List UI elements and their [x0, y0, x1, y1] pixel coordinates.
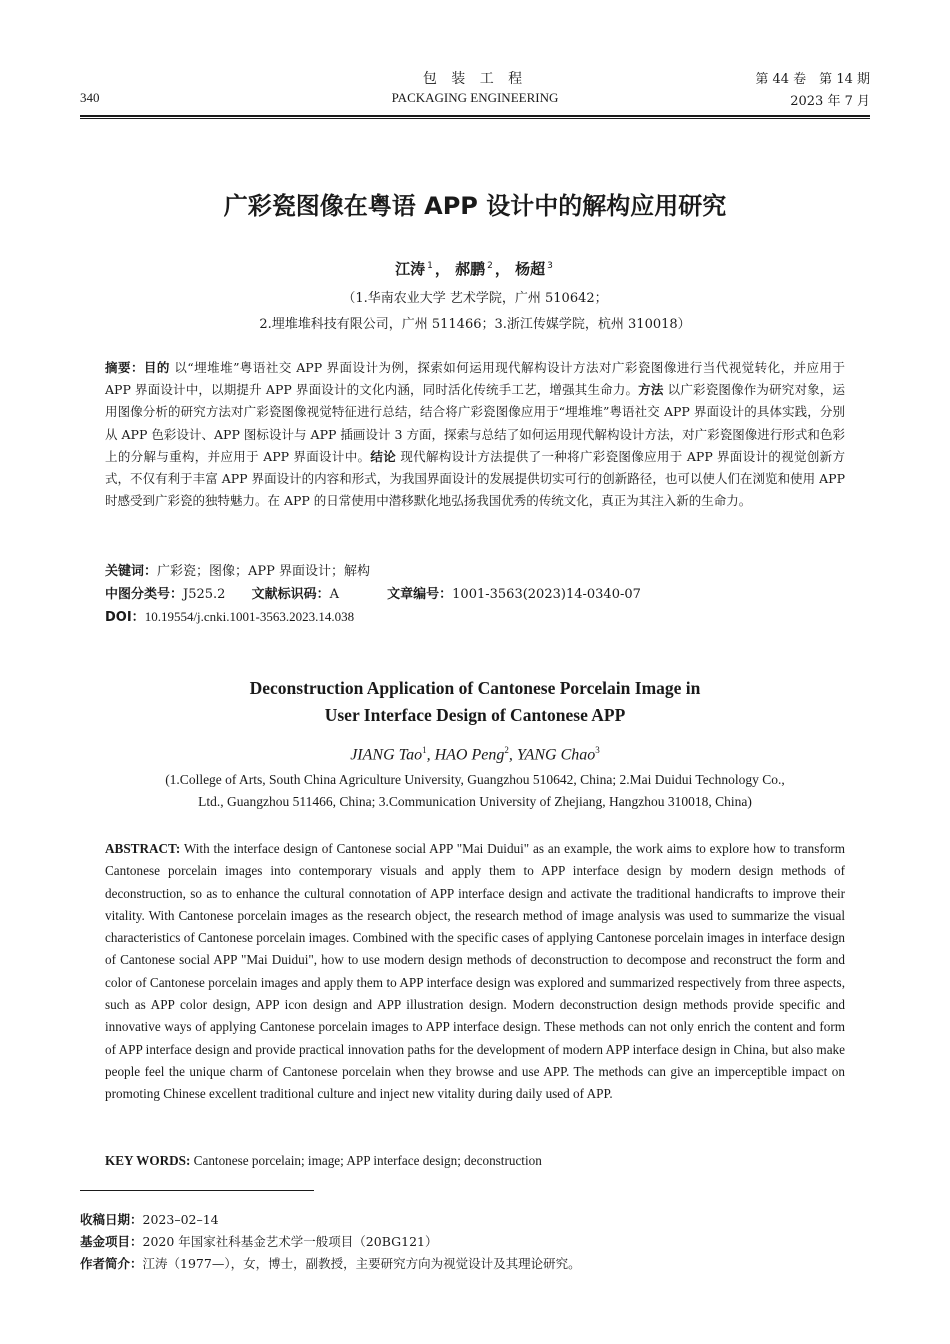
author-list-en: [0, 745, 950, 764]
header-rule: [80, 115, 870, 117]
purpose-label: 目的: [143, 360, 170, 375]
method-text: 以广彩瓷图像作为研究对象，运用图像分析的研究方法对广彩瓷图像视觉特征进行总结，结合将广彩瓷图像应用于“埋堆堆”粤语社交 APP 界面设计的具体实践，分别从 APP 色彩设计、APP 图标设计与 APP 插画设计 3 方面，探索与总结了如何运用现代解构设计方法，对广彩瓷图像进行形式和色彩上的分解与重构，并应用于 APP 界面设计中。: [105, 382, 845, 464]
abstract-text-en: With the interface design of Cantonese social APP "Mai Duidui" as an example, the work aims to explore how to transform Cantonese porcelain images into contemporary visuals and apply them to APP interface design by modern design methods of deconstruction, so as to enhance the cultural connotation of APP interface design and activate the traditional handicrafts to improve their vitality. With Cantonese porcelain images as the research object, the research method of image analysis was used to summarize the visual characteristics of Cantonese porcelain images. Combined with the specific cases of applying Cantonese porcelain images in interface design of Cantonese social APP "Mai Duidui", how to use modern design methods of deconstruction to decompose and reconstruct the form and color of Cantonese porcelain images and apply them to APP interface design was explored and summarized respectively from three aspects, such as APP color design, APP icon design and APP illustration design. Modern deconstruction design methods provide specific and innovative ways of applying Cantonese porcelain images to APP interface design. These methods can not only enrich the content and form of APP interface design and provide practical innovation paths for the development of modern APP interface design in China, but also make people feel the unique charm of Cantonese porcelain when they browse and use APP. The methods can give an imperceptible impact on promoting Chinese excellent traditional culture and inject new vitality during daily used of APP.: [105, 841, 845, 1102]
received-label: 收稿日期：: [80, 1212, 143, 1227]
author-separator: ,: [426, 746, 435, 764]
doi-value: 10.19554/j.cnki.1001-3563.2023.14.038: [144, 609, 355, 624]
issue-date: 2023 年 7 月: [790, 94, 870, 109]
affiliation-cn-line1: （1.华南农业大学 艺术学院，广州 510642；: [342, 291, 608, 306]
doi-label: DOI：: [105, 610, 145, 625]
footnote-bio: [80, 1254, 581, 1272]
keywords-label-en: KEY WORDS:: [105, 1153, 191, 1168]
abstract-label-cn: 摘要：: [105, 360, 144, 375]
author-affiliation-mark: 2: [487, 261, 493, 271]
conclusion-text: 现代解构设计方法提供了一种将广彩瓷图像应用于 APP 界面设计的视觉创新方式，不仅有利于丰富 APP 界面设计的内容和形式，为我国界面设计的发展提供切实可行的创新路径，也可以使人们在浏览和使用 APP 时感受到广彩瓷的独特魅力。在 APP 的日常使用中潜移默化地弘扬我国优秀的传统文化，真正为其注入新的生命力。: [105, 448, 845, 509]
article-title-en-line1: Deconstruction Application of Cantonese Porcelain Image in: [249, 678, 701, 698]
bio-text: 江涛（1977—），女，博士，副教授，主要研究方向为视觉设计及其理论研究。: [142, 1256, 581, 1271]
article-title-en-line2: User Interface Design of Cantonese APP: [324, 705, 626, 725]
fund-text: 2020 年国家社科基金艺术学一般项目（20BG121）: [142, 1234, 438, 1249]
footnote-fund: [80, 1232, 437, 1250]
author-name: 杨超: [515, 260, 546, 278]
purpose-text: 以“埋堆堆”粤语社交 APP 界面设计为例，探索如何运用现代解构设计方法对广彩瓷图像进行当代视觉转化，并应用于 APP 界面设计中，以期提升 APP 界面设计的文化内涵，同时活化传统手工艺，增强其生命力。: [105, 360, 845, 398]
conclusion-label: 结论: [370, 448, 397, 464]
author-affiliation-mark: 1: [427, 261, 433, 271]
abstract-cn: [105, 357, 845, 512]
keywords-label-cn: 关键词：: [105, 564, 158, 579]
fund-label: 基金项目：: [80, 1234, 143, 1249]
author-name: YANG Chao: [516, 746, 596, 764]
doi-line: [105, 606, 354, 625]
article-title-cn: 广彩瓷图像在粤语 APP 设计中的解构应用研究: [223, 192, 727, 220]
journal-name-cn: 包 装 工 程: [422, 71, 528, 87]
abstract-label-en: ABSTRACT:: [105, 841, 181, 856]
affiliation-en-line1: (1.College of Arts, South China Agriculture University, Guangzhou 510642, China; 2.Mai Duidui Technology Co.,: [165, 772, 785, 787]
affiliation-cn-line2: 2.埋堆堆科技有限公司，广州 511466；3.浙江传媒学院，杭州 310018）: [259, 317, 691, 332]
footnote-rule: [80, 1190, 314, 1191]
header-rule-thin: [80, 118, 870, 119]
abstract-en: [105, 838, 845, 1106]
volume-issue: 第 44 卷 第 14 期: [755, 72, 870, 87]
keywords-en: [105, 1153, 542, 1169]
clc-label: 中图分类号：: [105, 587, 184, 602]
author-separator: ，: [494, 260, 510, 278]
author-name: 江涛: [395, 260, 426, 278]
page-number: 340: [80, 90, 100, 105]
author-list-cn: [0, 258, 950, 279]
author-separator: ，: [434, 260, 450, 278]
author-affiliation-mark: 2: [504, 745, 509, 755]
author-affiliation-mark: 1: [422, 745, 427, 755]
received-date: 2023–02–14: [142, 1212, 219, 1227]
article-no-value: 1001-3563(2023)14-0340-07: [452, 587, 641, 602]
journal-name-en: PACKAGING ENGINEERING: [391, 90, 559, 105]
method-label: 方法: [638, 382, 664, 398]
affiliation-en: [0, 769, 950, 813]
article-no-label: 文章编号：: [387, 587, 453, 602]
author-name: HAO Peng: [434, 746, 505, 764]
doc-code-value: A: [329, 587, 339, 602]
author-separator: ,: [508, 746, 517, 764]
keywords-text-en: Cantonese porcelain; image; APP interface design; deconstruction: [190, 1153, 542, 1168]
keywords-cn: [105, 560, 370, 579]
author-name: JIANG Tao: [350, 746, 423, 764]
author-affiliation-mark: 3: [547, 261, 553, 271]
bio-label: 作者简介：: [80, 1256, 143, 1271]
article-title-en: [0, 675, 950, 729]
doc-code-label: 文献标识码：: [251, 587, 330, 602]
keywords-text-cn: 广彩瓷；图像；APP 界面设计；解构: [157, 564, 371, 579]
author-name: 郝鹏: [455, 260, 486, 278]
affiliation-en-line2: Ltd., Guangzhou 511466, China; 3.Communication University of Zhejiang, Hangzhou 310018, China): [198, 794, 752, 809]
classification-line: [105, 583, 641, 602]
footnote-received: [80, 1210, 219, 1228]
author-affiliation-mark: 3: [595, 745, 600, 755]
clc-value: J525.2: [183, 587, 226, 602]
